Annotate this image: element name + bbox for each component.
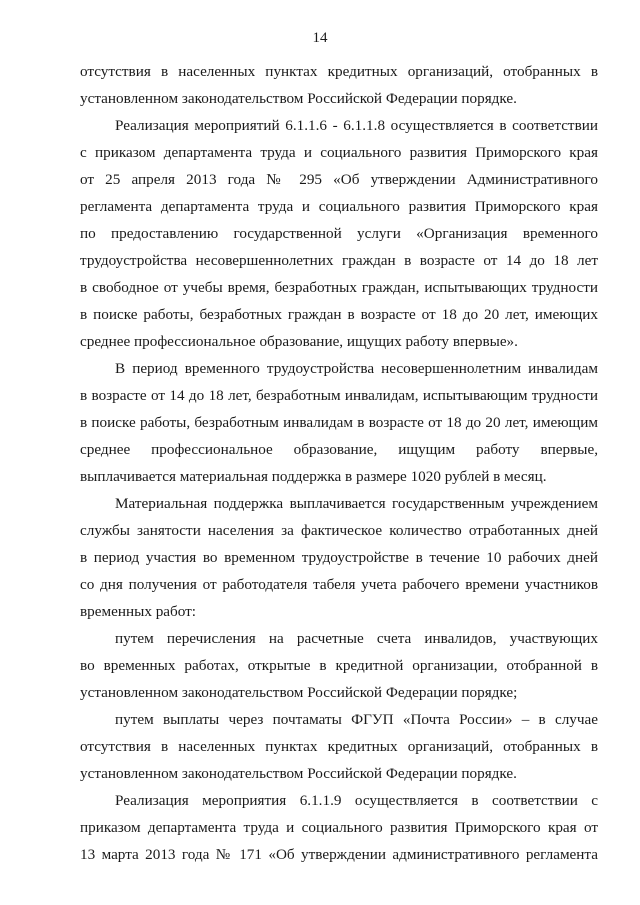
text-line: установленном законодательством Российской Федерации порядке. xyxy=(80,765,517,782)
text-line: в поиске работы, безработным инвалидам в возрасте от 18 до 20 лет, имеющим xyxy=(80,414,598,431)
text-line: с приказом департамента труда и социального развития Приморского края xyxy=(80,144,598,161)
text-line: установленном законодательством Российской Федерации порядке; xyxy=(80,684,518,701)
text-line: 13 марта 2013 года № 171 «Об утверждении административного регламента xyxy=(80,846,598,863)
text-line: установленном законодательством Российской Федерации порядке. xyxy=(80,90,517,107)
text-line: от 25 апреля 2013 года № 295 «Об утверждении Административного xyxy=(80,171,598,188)
text-line: отсутствия в населенных пунктах кредитных организаций, отобранных в xyxy=(80,738,598,755)
text-line: выплачивается материальная поддержка в размере 1020 рублей в месяц. xyxy=(80,468,547,485)
paragraph-first-line: Реализация мероприятий 6.1.1.6 - 6.1.1.8 осуществляется в соответствии xyxy=(115,117,598,134)
paragraph-first-line: В период временного трудоустройства несовершеннолетним инвалидам xyxy=(115,360,598,377)
paragraph-first-line: путем перечисления на расчетные счета инвалидов, участвующих xyxy=(115,630,598,647)
text-line: среднее профессиональное образование, ищущим работу впервые, xyxy=(80,441,598,458)
text-line: в возрасте от 14 до 18 лет, безработным инвалидам, испытывающим трудности xyxy=(80,387,598,404)
text-line: среднее профессиональное образование, ищущих работу впервые». xyxy=(80,333,518,350)
text-line: приказом департамента труда и социального развития Приморского края от xyxy=(80,819,598,836)
text-line: в поиске работы, безработных граждан в возрасте от 18 до 20 лет, имеющих xyxy=(80,306,598,323)
text-line: по предоставлению государственной услуги «Организация временного xyxy=(80,225,598,242)
text-line: со дня получения от работодателя табеля учета рабочего времени участников xyxy=(80,576,598,593)
text-line: регламента департамента труда и социального развития Приморского края xyxy=(80,198,598,215)
text-line: во временных работах, открытые в кредитной организации, отобранной в xyxy=(80,657,598,674)
paragraph-first-line: путем выплаты через почтаматы ФГУП «Почта России» – в случае xyxy=(115,711,598,728)
text-line: временных работ: xyxy=(80,603,197,620)
text-line: в свободное от учебы время, безработных граждан, испытывающих трудности xyxy=(80,279,598,296)
paragraph-first-line: Реализация мероприятия 6.1.1.9 осуществляется в соответствии с xyxy=(115,792,598,809)
text-line: службы занятости населения за фактическое количество отработанных дней xyxy=(80,522,598,539)
text-line: отсутствия в населенных пунктах кредитных организаций, отобранных в xyxy=(80,63,598,80)
text-line: в период участия во временном трудоустройстве в течение 10 рабочих дней xyxy=(80,549,598,566)
text-line: трудоустройства несовершеннолетних граждан в возрасте от 14 до 18 лет xyxy=(80,252,598,269)
page-number: 14 xyxy=(312,30,328,46)
paragraph-first-line: Материальная поддержка выплачивается государственным учреждением xyxy=(115,495,598,512)
